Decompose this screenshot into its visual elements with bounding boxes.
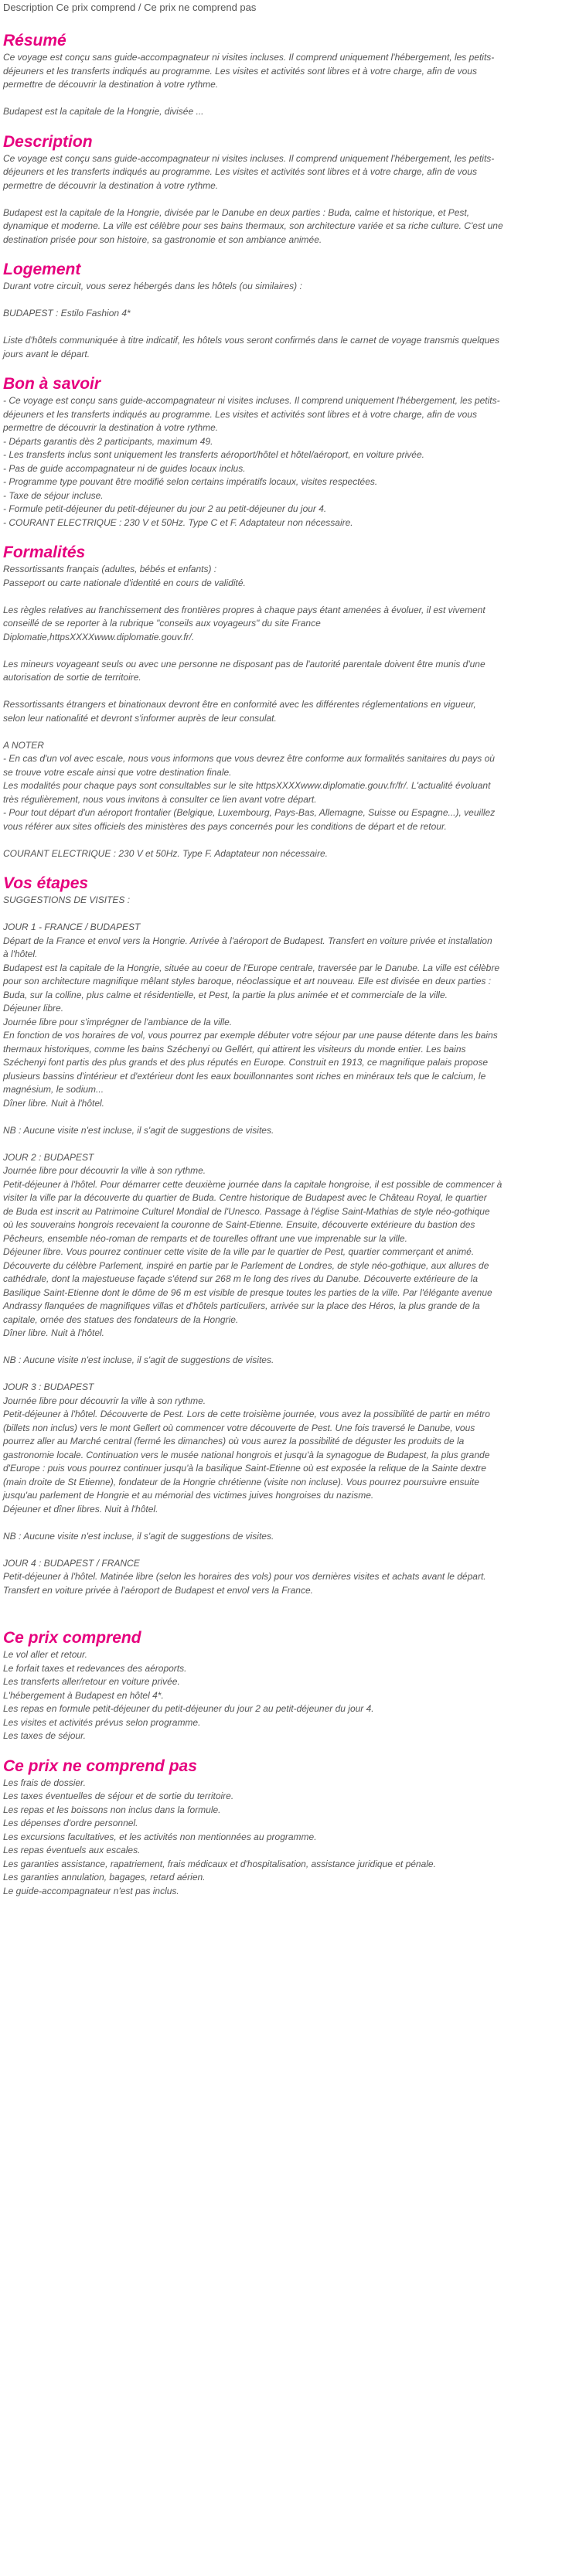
text-line: Petit-déjeuner à l'hôtel. Découverte de Pest. Lors de cette troisième journée, vous avez la possibilité de partir en métro — [3, 1409, 490, 1419]
text-line: Budapest est la capitale de la Hongrie, divisée par le Danube en deux parties : Buda, calme et historique, et Pest, — [3, 206, 470, 218]
text-line: Journée libre pour découvrir la ville à son rythme. — [3, 1395, 206, 1406]
text-line: Les garanties assistance, rapatriement, frais médicaux et d'hospitalisation, assistance juridique et pénale. — [3, 1858, 436, 1869]
text-line: visiter la ville par la découverte du quartier de Buda. Centre historique de Budapest avec le Château Royal, le quartier — [3, 1192, 487, 1203]
text-line: Déjeuner et dîner libres. Nuit à l'hôtel. — [3, 1503, 158, 1515]
text-line: jours avant le départ. — [3, 348, 90, 359]
blank-line — [3, 833, 583, 847]
text-line: Les taxes éventuelles de séjour et de sortie du territoire. — [3, 1791, 234, 1801]
text-line: (billets non inclus) vers le mont Gellert où commencer votre découverte de Pest. Une fois traversé le Danube, vous — [3, 1422, 475, 1433]
text-line: Széchenyi font partis des plus grands et des plus réputés en Europe. Construit en 1913, ce magnifique palais propose — [3, 1057, 489, 1068]
section-vos-etapes — [3, 874, 583, 1597]
section-body-ce-prix-ne-comprend-pas — [3, 1777, 583, 1899]
text-line: Les mineurs voyageant seuls ou avec une personne ne disposant pas de l'autorité parentale doivent être munis d'une — [3, 658, 485, 670]
section-title-ce-prix-ne-comprend-pas: Ce prix ne comprend pas — [3, 1757, 197, 1775]
text-line: - Formule petit-déjeuner du petit-déjeuner du jour 2 au petit-déjeuner du jour 4. — [3, 503, 327, 514]
section-ce-prix-ne-comprend-pas — [3, 1757, 583, 1899]
section-logement — [3, 260, 583, 361]
text-line: Pêcheurs, ensemble néo-roman de remparts et de tourelles offrant une vue imprenable sur la ville. — [3, 1232, 407, 1244]
section-body-ce-prix-comprend — [3, 1648, 583, 1743]
text-line: JOUR 4 : BUDAPEST / FRANCE — [3, 1557, 140, 1569]
text-line: Buda, sur la colline, plus calme et résidentielle, et Pest, la partie la plus animée et et commerciale de la ville. — [3, 989, 448, 1000]
text-line: Les visites et activités prévus selon programme. — [3, 1716, 201, 1728]
text-line: Durant votre circuit, vous serez hébergés dans les hôtels (ou similaires) : — [3, 281, 302, 291]
text-line: NB : Aucune visite n'est incluse, il s'agit de suggestions de visites. — [3, 1530, 274, 1542]
section-title-formalites: Formalités — [3, 543, 86, 561]
text-line: plusieurs bassins d'intérieur et d'extérieur dont les eaux bouillonnantes sont riches en minéraux tels que le calcium, le — [3, 1070, 486, 1082]
section-resume — [3, 31, 583, 119]
text-line: Le guide-accompagnateur n'est pas inclus. — [3, 1885, 179, 1896]
blank-line — [3, 725, 583, 739]
text-line: Déjeuner libre. — [3, 1003, 64, 1014]
text-line: - Départs garantis dès 2 participants, maximum 49. — [3, 435, 213, 447]
text-line: - COURANT ELECTRIQUE : 230 V et 50Hz. Type C et F. Adaptateur non nécessaire. — [3, 516, 353, 528]
text-line: à l'hôtel. — [3, 949, 38, 959]
blank-line — [3, 1110, 583, 1124]
text-line: (main droite de St Etienne), fondateur de la Hongrie chrétienne (visite non incluse). Vous pourrez poursuivre ensuite — [3, 1476, 479, 1487]
text-line: - Programme type pouvant être modifié selon certains impératifs locaux, visites respectées. — [3, 476, 378, 487]
text-line: JOUR 1 - FRANCE / BUDAPEST — [3, 922, 141, 932]
text-line: Les frais de dossier. — [3, 1777, 86, 1788]
text-line: permettre de découvrir la destination à votre rythme. — [3, 422, 219, 433]
text-line: déjeuners et les transferts indiqués au programme. Les visites et activités sont libres et à votre charge, afin de vous — [3, 65, 477, 77]
text-line: pour son architecture magnifique mêlant styles baroque, néoclassique et art nouveau. Elle est divisée en deux parties : — [3, 976, 492, 986]
section-title-logement: Logement — [3, 261, 81, 278]
section-body-logement — [3, 280, 583, 361]
text-line: JOUR 2 : BUDAPEST — [3, 1151, 94, 1163]
text-line: gastronomie locale. Continuation vers le musée national hongrois et jusqu'à la synagogue de Budapest, la plus grande — [3, 1449, 490, 1460]
text-line: d'Europe : puis vous pourrez continuer jusqu'à la basilique Saint-Etienne où est exposée la relique de la Sainte dextre — [3, 1463, 486, 1474]
section-title-vos-etapes: Vos étapes — [3, 874, 89, 892]
text-line: autorisation de sortie de territoire. — [3, 672, 141, 683]
text-line: cathédrale, dont la majestueuse façade s'étend sur 268 m le long des rives du Danube. Découverte extérieure de la — [3, 1273, 478, 1284]
text-line: Les repas éventuels aux escales. — [3, 1845, 141, 1855]
text-line: pourrez aller au Marché central (fermé les dimanches) où vous aurez la possibilité de déguster les produits de la — [3, 1436, 465, 1446]
text-line: SUGGESTIONS DE VISITES : — [3, 894, 131, 905]
blank-line — [3, 193, 583, 206]
text-line: Passeport ou carte nationale d'identité en cours de validité. — [3, 577, 246, 588]
section-title-bon-a-savoir: Bon à savoir — [3, 375, 101, 393]
text-line: Départ de la France et envol vers la Hongrie. Arrivée à l'aéroport de Budapest. Transfert en voiture privée et installation — [3, 935, 492, 946]
text-line: déjeuners et les transferts indiqués au programme. Les visites et activités sont libres et à votre charge, afin de vous — [3, 166, 477, 177]
text-line: capitale, ornée des statues des fondateurs de la Hongrie. — [3, 1314, 239, 1325]
text-line: Andrassy flanquées de magnifiques villas et d'hôtels particuliers, arrivée sur la place des Héros, la plus grande de la — [3, 1300, 480, 1311]
text-line: L'hébergement à Budapest en hôtel 4*. — [3, 1689, 164, 1701]
blank-line — [3, 1341, 583, 1354]
text-line: Liste d'hôtels communiquée à titre indicatif, les hôtels vous seront confirmés dans le carnet de voyage transmis quelques — [3, 335, 499, 346]
section-title-description: Description — [3, 132, 93, 151]
text-line: Budapest est la capitale de la Hongrie, divisée ... — [3, 106, 204, 117]
anchor-nav — [3, 0, 583, 17]
text-line: Les repas et les boissons non inclus dans la formule. — [3, 1804, 221, 1815]
text-line: Journée libre pour s'imprégner de l'ambiance de la ville. — [3, 1016, 233, 1027]
text-line: déjeuners et les transferts indiqués au programme. Les visites et activités sont libres et à votre charge, afin de vous — [3, 408, 477, 420]
text-line: - Taxe de séjour incluse. — [3, 489, 104, 501]
text-line: Déjeuner libre. Vous pourrez continuer cette visite de la ville par le quartier de Pest, quartier commerçant et animé. — [3, 1246, 475, 1257]
text-line: Ce voyage est conçu sans guide-accompagnateur ni visites incluses. Il comprend uniquement l'hébergement, les petits- — [3, 152, 495, 164]
text-line: Petit-déjeuner à l'hôtel. Pour démarrer cette deuxième journée dans la capitale hongroise, il est possible de commencer à — [3, 1178, 503, 1190]
anchor-link-ce-prix-comprend[interactable]: Ce prix comprend — [56, 2, 136, 13]
text-line: - Pas de guide accompagnateur ni de guides locaux inclus. — [3, 462, 246, 474]
text-line: NB : Aucune visite n'est incluse, il s'agit de suggestions de visites. — [3, 1354, 274, 1365]
blank-line — [3, 92, 583, 106]
text-line: Ressortissants français (adultes, bébés et enfants) : — [3, 564, 217, 574]
text-line: En fonction de vos horaires de vol, vous pourrez par exemple débuter votre séjour par une pause détente dans les bains — [3, 1030, 498, 1041]
text-line: Le forfait taxes et redevances des aéroports. — [3, 1662, 187, 1674]
text-line: - Pour tout départ d'un aéroport frontalier (Belgique, Luxembourg, Pays-Bas, Allemagne, Suisse ou Espagne...), veuillez — [3, 807, 496, 818]
section-body-description — [3, 152, 583, 247]
text-line: Journée libre pour découvrir la ville à son rythme. — [3, 1165, 206, 1176]
text-line: thermaux historiques, comme les bains Széchenyi ou Gellért, qui attirent les visiteurs du monde entier. Les bains — [3, 1043, 466, 1055]
section-description — [3, 132, 583, 247]
text-line: Les règles relatives au franchissement des frontières propres à chaque pays étant amenées à évoluer, il est vivement — [3, 604, 485, 615]
text-line: Les modalités pour chaque pays sont consultables sur le site httpsXXXXwww.diplomatie.gouv.fr/fr/. L'actualité évoluant — [3, 780, 491, 791]
text-line: Le vol aller et retour. — [3, 1649, 87, 1660]
section-body-resume — [3, 51, 583, 119]
text-line: NB : Aucune visite n'est incluse, il s'agit de suggestions de visites. — [3, 1124, 274, 1136]
text-line: permettre de découvrir la destination à votre rythme. — [3, 179, 219, 191]
text-line: Les transferts aller/retour en voiture privée. — [3, 1676, 180, 1687]
text-line: Petit-déjeuner à l'hôtel. Matinée libre (selon les horaires des vols) pour vos dernières visites et achats avant le départ. — [3, 1571, 486, 1582]
text-line: Budapest est la capitale de la Hongrie, située au coeur de l'Europe centrale, traversée par le Danube. La ville est célèbre — [3, 962, 500, 973]
text-line: conseillé de se reporter à la rubrique "conseils aux voyageurs" du site France — [3, 618, 321, 629]
text-line: destination prisée pour son histoire, sa gastronomie et son ambiance animée. — [3, 233, 322, 245]
text-line: JOUR 3 : BUDAPEST — [3, 1382, 94, 1392]
anchor-link-description[interactable]: Description — [3, 2, 54, 13]
text-line: Transfert en voiture privée à l'aéroport de Budapest et envol vers la France. — [3, 1584, 313, 1596]
text-line: Découverte du célèbre Parlement, inspiré en partie par le Parlement de Londres, de style néo-gothique, aux allures de — [3, 1259, 489, 1271]
section-body-formalites — [3, 563, 583, 860]
blank-line — [3, 1368, 583, 1382]
section-body-vos-etapes — [3, 894, 583, 1597]
text-line: de Buda est inscrit au Patrimoine Culturel Mondial de l'Unesco. Passage à l'église Saint-Mathias de style néo-gothique — [3, 1205, 490, 1217]
section-title-ce-prix-comprend: Ce prix comprend — [3, 1629, 141, 1647]
text-line: permettre de découvrir la destination à votre rythme. — [3, 79, 219, 90]
anchor-separator: / — [138, 2, 141, 13]
blank-line — [3, 294, 583, 308]
text-line: Les excursions facultatives, et les activités non mentionnées au programme. — [3, 1831, 317, 1842]
text-line: COURANT ELECTRIQUE : 230 V et 50Hz. Type F. Adaptateur non nécessaire. — [3, 847, 328, 859]
text-line: très régulièrement, nous vous invitons à consulter ce lien avant votre départ. — [3, 793, 317, 805]
text-line: dynamique et moderne. La ville est célèbre pour ses bains thermaux, son architecture variée et sa riche culture. C'est une — [3, 220, 503, 231]
blank-line — [3, 644, 583, 658]
text-line: A NOTER — [3, 739, 44, 751]
section-ce-prix-comprend — [3, 1628, 583, 1743]
section-title-resume: Résumé — [3, 32, 66, 49]
section-body-bon-a-savoir — [3, 394, 583, 530]
blank-line — [3, 1137, 583, 1151]
content — [3, 31, 583, 1898]
text-line: - En cas d'un vol avec escale, nous vous informons que vous devrez être conforme aux formalités sanitaires du pays où — [3, 753, 495, 764]
text-line: Les taxes de séjour. — [3, 1730, 86, 1741]
text-line: - Les transferts inclus sont uniquement les transferts aéroport/hôtel et hôtel/aéroport, en voiture privée. — [3, 449, 424, 460]
section-bon-a-savoir — [3, 374, 583, 530]
blank-line — [3, 1543, 583, 1557]
text-line: vous référer aux sites officiels des ministères des pays concernés pour les conditions de départ et de retour. — [3, 820, 447, 832]
text-line: selon leur nationalité et devront s'informer auprès de leur consulat. — [3, 712, 277, 724]
blank-line — [3, 590, 583, 604]
blank-line — [3, 685, 583, 699]
text-line: Ce voyage est conçu sans guide-accompagnateur ni visites incluses. Il comprend uniquement l'hébergement, les petits- — [3, 52, 495, 63]
text-line: Ressortissants étrangers et binationaux devront être en conformité avec les différentes réglementations en vigueur, — [3, 699, 476, 710]
blank-line — [3, 1516, 583, 1530]
blank-line — [3, 321, 583, 335]
text-line: Dîner libre. Nuit à l'hôtel. — [3, 1327, 105, 1338]
text-line: - Ce voyage est conçu sans guide-accompagnateur ni visites incluses. Il comprend uniquement l'hébergement, les petits- — [3, 395, 500, 406]
text-line: Dîner libre. Nuit à l'hôtel. — [3, 1097, 105, 1109]
text-line: Basilique Saint-Etienne dont le dôme de 96 m est visible de presque toutes les parties de la ville. Par l'élégante avenue — [3, 1286, 492, 1298]
text-line: Les garanties annulation, bagages, retard aérien. — [3, 1872, 206, 1883]
blank-line — [3, 908, 583, 922]
text-line: Diplomatie,httpsXXXXwww.diplomatie.gouv.fr/. — [3, 631, 195, 642]
section-formalites — [3, 543, 583, 860]
text-line: se trouve votre escale ainsi que votre destination finale. — [3, 766, 232, 778]
text-line: magnésium, le sodium... — [3, 1084, 104, 1095]
text-line: Les repas en formule petit-déjeuner du petit-déjeuner du jour 2 au petit-déjeuner du jour 4. — [3, 1703, 374, 1714]
anchor-link-ce-prix-ne-comprend-pas[interactable]: Ce prix ne comprend pas — [144, 2, 257, 13]
text-line: jusqu'au parlement de Hongrie et au mémorial des victimes juives hongroises du nazisme. — [3, 1490, 374, 1501]
text-line: BUDAPEST : Estilo Fashion 4* — [3, 308, 131, 319]
text-line: Les dépenses d'ordre personnel. — [3, 1818, 138, 1828]
text-line: où les souverains hongrois recevaient la couronne de Saint-Etienne. Ensuite, découverte extérieure du bastion des — [3, 1219, 475, 1230]
